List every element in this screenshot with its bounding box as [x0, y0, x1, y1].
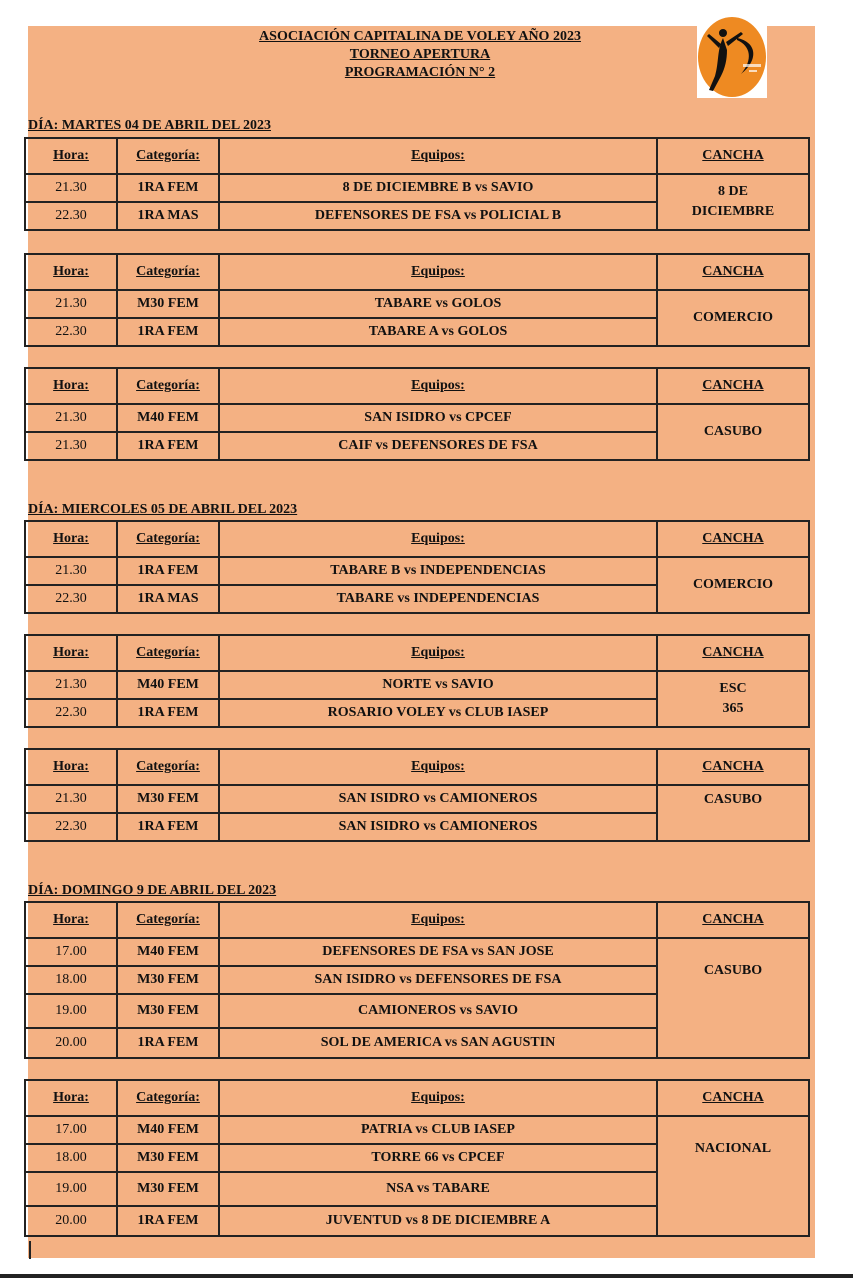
cancha-header: CANCHA: [657, 1080, 809, 1116]
table-header-row: [25, 254, 809, 290]
cancha-line: 8 DE: [718, 184, 748, 199]
categoria-cell: 1RA FEM: [117, 1028, 219, 1058]
categoria-cell: M40 FEM: [117, 404, 219, 432]
equipos-cell: NSA vs TABARE: [219, 1172, 657, 1206]
equipos-cell: PATRIA vs CLUB IASEP: [219, 1116, 657, 1144]
cancha-cell: NACIONAL: [657, 1116, 809, 1236]
hora-cell: 21.30: [25, 432, 117, 460]
hora-cell: 21.30: [25, 671, 117, 699]
categoria-cell: M30 FEM: [117, 1144, 219, 1172]
cancha-header: CANCHA: [657, 368, 809, 404]
bottom-divider: [0, 1274, 853, 1278]
categoria-header: Categoría:: [117, 635, 219, 671]
cancha-cell: COMERCIO: [657, 290, 809, 346]
categoria-header: Categoría:: [117, 138, 219, 174]
cancha-cell: CASUBO: [657, 404, 809, 460]
cancha-cell: COMERCIO: [657, 557, 809, 613]
equipos-cell: SAN ISIDRO vs CAMIONEROS: [219, 813, 657, 841]
equipos-header: Equipos:: [219, 521, 657, 557]
cancha-cell: [657, 174, 809, 230]
hora-header: Hora:: [25, 368, 117, 404]
table-row: [25, 785, 809, 813]
categoria-header: Categoría:: [117, 521, 219, 557]
table-header-row: [25, 138, 809, 174]
cancha-line: 365: [722, 701, 744, 716]
cancha-header: CANCHA: [657, 254, 809, 290]
equipos-cell: TABARE vs INDEPENDENCIAS: [219, 585, 657, 613]
hora-cell: 17.00: [25, 938, 117, 966]
day-spacer: [28, 466, 815, 504]
hora-cell: 22.30: [25, 318, 117, 346]
table-row: [25, 557, 809, 585]
categoria-cell: M40 FEM: [117, 671, 219, 699]
schedule-table-4: [24, 520, 810, 614]
schedule-table-8: [24, 1079, 810, 1237]
hora-cell: 20.00: [25, 1206, 117, 1236]
equipos-cell: DEFENSORES DE FSA vs POLICIAL B: [219, 202, 657, 230]
equipos-cell: SAN ISIDRO vs DEFENSORES DE FSA: [219, 966, 657, 994]
table-row: [25, 290, 809, 318]
table-row: [25, 938, 809, 966]
categoria-cell: 1RA FEM: [117, 699, 219, 727]
equipos-cell: DEFENSORES DE FSA vs SAN JOSE: [219, 938, 657, 966]
equipos-header: Equipos:: [219, 902, 657, 938]
equipos-cell: SOL DE AMERICA vs SAN AGUSTIN: [219, 1028, 657, 1058]
hora-header: Hora:: [25, 749, 117, 785]
equipos-cell: TABARE B vs INDEPENDENCIAS: [219, 557, 657, 585]
table-row: [25, 1116, 809, 1144]
categoria-header: Categoría:: [117, 368, 219, 404]
table-header-row: [25, 1080, 809, 1116]
schedule-table-6: [24, 748, 810, 842]
hora-cell: 20.00: [25, 1028, 117, 1058]
table-header-row: [25, 902, 809, 938]
cancha-line: DICIEMBRE: [691, 204, 775, 219]
title-line-2: TORNEO APERTURA: [349, 47, 491, 62]
schedule-table-3: [24, 367, 810, 461]
hora-cell: 19.00: [25, 1172, 117, 1206]
categoria-cell: 1RA FEM: [117, 318, 219, 346]
categoria-header: Categoría:: [117, 254, 219, 290]
cancha-header: CANCHA: [657, 749, 809, 785]
hora-cell: 21.30: [25, 290, 117, 318]
categoria-header: Categoría:: [117, 902, 219, 938]
hora-cell: 21.30: [25, 174, 117, 202]
equipos-cell: SAN ISIDRO vs CAMIONEROS: [219, 785, 657, 813]
equipos-header: Equipos:: [219, 254, 657, 290]
categoria-cell: M30 FEM: [117, 994, 219, 1028]
cancha-header: CANCHA: [657, 635, 809, 671]
equipos-header: Equipos:: [219, 749, 657, 785]
day-heading-3: DÍA: DOMINGO 9 DE ABRIL DEL 2023: [28, 883, 277, 898]
categoria-cell: M30 FEM: [117, 966, 219, 994]
schedule-table-1: [24, 137, 810, 231]
hora-header: Hora:: [25, 138, 117, 174]
hora-cell: 22.30: [25, 585, 117, 613]
hora-cell: 17.00: [25, 1116, 117, 1144]
equipos-cell: JUVENTUD vs 8 DE DICIEMBRE A: [219, 1206, 657, 1236]
cancha-cell: CASUBO: [657, 938, 809, 1058]
hora-header: Hora:: [25, 902, 117, 938]
cancha-cell: CASUBO: [657, 785, 809, 841]
cancha-cell: [657, 671, 809, 727]
hora-cell: 22.30: [25, 699, 117, 727]
categoria-cell: 1RA FEM: [117, 1206, 219, 1236]
day-heading-1: DÍA: MARTES 04 DE ABRIL DEL 2023: [28, 118, 271, 133]
table-row: [25, 404, 809, 432]
equipos-cell: 8 DE DICIEMBRE B vs SAVIO: [219, 174, 657, 202]
table-header-row: [25, 368, 809, 404]
categoria-cell: M30 FEM: [117, 785, 219, 813]
hora-cell: 21.30: [25, 404, 117, 432]
table-row: [25, 174, 809, 202]
hora-cell: 18.00: [25, 1144, 117, 1172]
hora-cell: 22.30: [25, 813, 117, 841]
equipos-header: Equipos:: [219, 1080, 657, 1116]
title-line-3: PROGRAMACIÓN N° 2: [344, 65, 496, 80]
categoria-cell: 1RA MAS: [117, 202, 219, 230]
equipos-cell: SAN ISIDRO vs CPCEF: [219, 404, 657, 432]
cancha-header: CANCHA: [657, 521, 809, 557]
document-title: [220, 28, 620, 82]
hora-cell: 21.30: [25, 557, 117, 585]
equipos-cell: TABARE vs GOLOS: [219, 290, 657, 318]
text-cursor: [29, 1241, 31, 1259]
equipos-cell: NORTE vs SAVIO: [219, 671, 657, 699]
day-heading-2: DÍA: MIERCOLES 05 DE ABRIL DEL 2023: [28, 502, 298, 517]
categoria-cell: M30 FEM: [117, 1172, 219, 1206]
title-line-1: ASOCIACIÓN CAPITALINA DE VOLEY AÑO 2023: [259, 29, 581, 44]
schedule-table-7: [24, 901, 810, 1059]
categoria-cell: M30 FEM: [117, 290, 219, 318]
categoria-cell: 1RA FEM: [117, 174, 219, 202]
equipos-cell: ROSARIO VOLEY vs CLUB IASEP: [219, 699, 657, 727]
equipos-header: Equipos:: [219, 635, 657, 671]
cancha-header: CANCHA: [657, 902, 809, 938]
table-header-row: [25, 749, 809, 785]
volleyball-logo-icon: [697, 16, 767, 98]
hora-header: Hora:: [25, 1080, 117, 1116]
hora-cell: 22.30: [25, 202, 117, 230]
equipos-cell: CAMIONEROS vs SAVIO: [219, 994, 657, 1028]
cancha-header: CANCHA: [657, 138, 809, 174]
schedule-table-2: [24, 253, 810, 347]
categoria-cell: 1RA MAS: [117, 585, 219, 613]
hora-cell: 18.00: [25, 966, 117, 994]
categoria-header: Categoría:: [117, 749, 219, 785]
hora-header: Hora:: [25, 521, 117, 557]
hora-cell: 21.30: [25, 785, 117, 813]
categoria-cell: 1RA FEM: [117, 813, 219, 841]
equipos-header: Equipos:: [219, 368, 657, 404]
equipos-cell: TABARE A vs GOLOS: [219, 318, 657, 346]
equipos-cell: TORRE 66 vs CPCEF: [219, 1144, 657, 1172]
categoria-header: Categoría:: [117, 1080, 219, 1116]
categoria-cell: M40 FEM: [117, 1116, 219, 1144]
categoria-cell: 1RA FEM: [117, 432, 219, 460]
schedule-table-5: [24, 634, 810, 728]
hora-header: Hora:: [25, 254, 117, 290]
cancha-line: ESC: [719, 681, 747, 696]
table-row: [25, 671, 809, 699]
equipos-header: Equipos:: [219, 138, 657, 174]
table-header-row: [25, 521, 809, 557]
categoria-cell: M40 FEM: [117, 938, 219, 966]
equipos-cell: CAIF vs DEFENSORES DE FSA: [219, 432, 657, 460]
table-header-row: [25, 635, 809, 671]
hora-cell: 19.00: [25, 994, 117, 1028]
categoria-cell: 1RA FEM: [117, 557, 219, 585]
hora-header: Hora:: [25, 635, 117, 671]
